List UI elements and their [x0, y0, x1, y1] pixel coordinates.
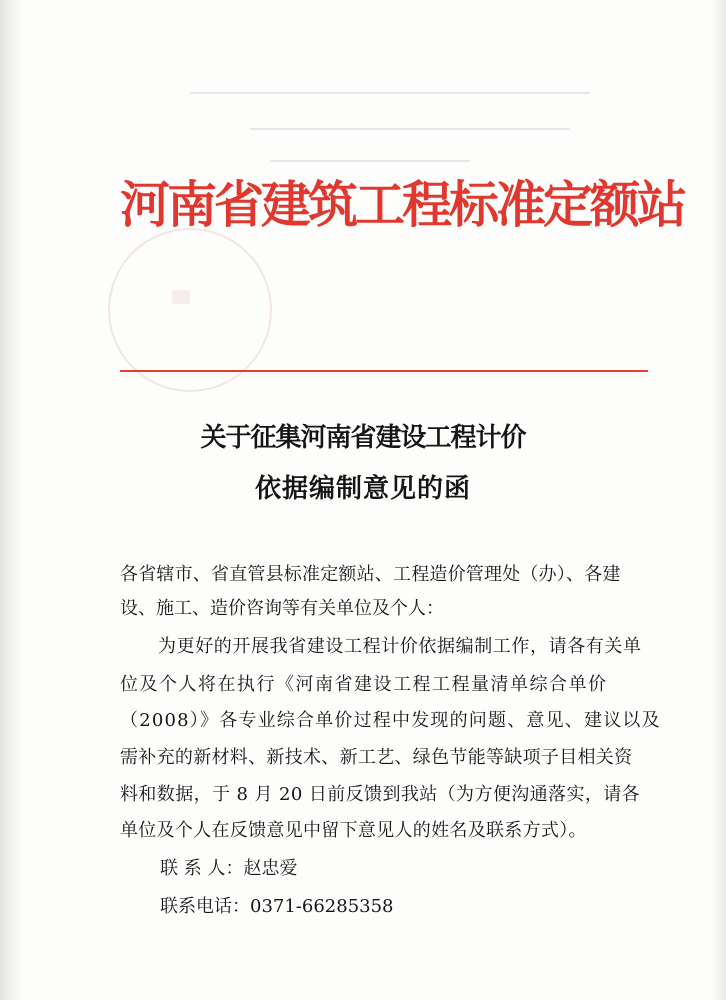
faded-seal-mark: [172, 290, 190, 304]
bleed-through-mark: [250, 128, 570, 130]
document-title-line-1: 关于征集河南省建设工程计价: [200, 423, 526, 453]
issuing-organization-header: 河南省建筑工程标准定额站: [120, 175, 684, 234]
addressee-line-1: 各省辖市、省直管县标准定额站、工程造价管理处（办）、各建: [120, 564, 621, 585]
body-line: （2008）》各专业综合单价过程中发现的问题、意见、建议以及: [120, 710, 661, 731]
header-red-divider: [120, 370, 648, 372]
bleed-through-mark: [270, 160, 470, 162]
contact-phone: 联系电话：0371-66285358: [160, 896, 394, 917]
body-line: 料和数据，于 8 月 20 日前反馈到我站（为方便沟通落实，请各: [120, 784, 641, 805]
faded-seal-imprint: [108, 228, 272, 392]
document-title-line-2: 依据编制意见的函: [254, 474, 471, 504]
body-line: 位及个人将在执行《河南省建设工程工程量清单综合单价: [120, 674, 608, 695]
body-line: 为更好的开展我省建设工程计价依据编制工作，请各有关单: [158, 636, 642, 657]
contact-person: 联 系 人：赵忠爱: [160, 858, 298, 879]
bleed-through-mark: [190, 92, 590, 94]
addressee-line-2: 设、施工、造价咨询等有关单位及个人：: [120, 598, 444, 619]
body-line: 需补充的新材料、新技术、新工艺、绿色节能等缺项子目相关资: [120, 747, 633, 768]
body-line: 单位及个人在反馈意见中留下意见人的姓名及联系方式）。: [120, 820, 587, 841]
